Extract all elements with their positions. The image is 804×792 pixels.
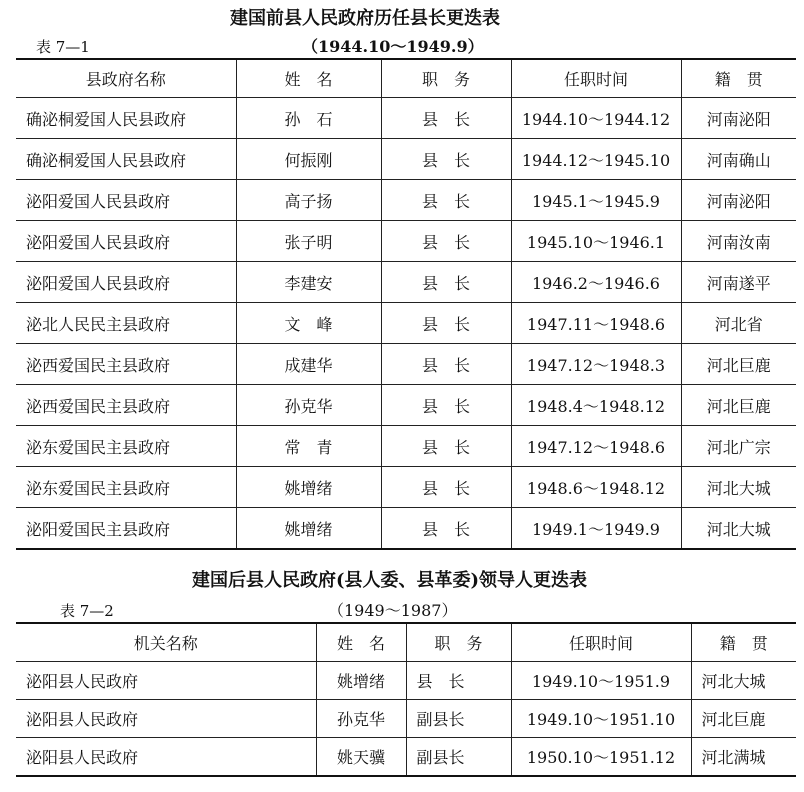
table-row: [16, 180, 796, 221]
table-cell: 1947.11～1948.6: [511, 303, 681, 344]
table-cell: 县 长: [381, 98, 511, 139]
table-cell: 县 长: [381, 221, 511, 262]
table1-label: 表 7—1: [36, 38, 90, 56]
table-cell: 河北省: [681, 303, 796, 344]
table-cell: 泌东爱国民主县政府: [16, 467, 236, 508]
table-cell: 孙 石: [236, 98, 381, 139]
table-cell: 泌阳爱国人民县政府: [16, 262, 236, 303]
table1: [16, 58, 796, 550]
table-cell: 1949.10～1951.10: [511, 700, 691, 738]
table-cell: 成建华: [236, 344, 381, 385]
table-cell: 孙克华: [236, 385, 381, 426]
table-cell: 何振刚: [236, 139, 381, 180]
table-cell: 河南遂平: [681, 262, 796, 303]
table2-subtitle: （1949～1987）: [328, 601, 458, 620]
table-cell: 1949.1～1949.9: [511, 508, 681, 550]
table1-title: 建国前县人民政府历任县长更迭表: [230, 8, 500, 29]
table-row: [16, 738, 796, 777]
table-cell: 县 长: [381, 344, 511, 385]
table-cell: 河北大城: [681, 467, 796, 508]
table-cell: 县 长: [381, 180, 511, 221]
table-cell: 泌西爱国民主县政府: [16, 344, 236, 385]
table-cell: 1947.12～1948.6: [511, 426, 681, 467]
table2-label: 表 7—2: [60, 602, 114, 620]
column-header: 籍 贯: [691, 623, 796, 662]
table-cell: 副县长: [406, 700, 511, 738]
table-cell: 泌东爱国民主县政府: [16, 426, 236, 467]
table-cell: 县 长: [381, 426, 511, 467]
table-cell: 文 峰: [236, 303, 381, 344]
table-cell: 泌阳爱国民主县政府: [16, 508, 236, 550]
table-row: [16, 344, 796, 385]
table-cell: 泌阳县人民政府: [16, 662, 316, 700]
table-cell: 泌西爱国民主县政府: [16, 385, 236, 426]
table-cell: 河北大城: [681, 508, 796, 550]
table-row: [16, 303, 796, 344]
table-row: [16, 662, 796, 700]
column-header: 任职时间: [511, 59, 681, 98]
table-cell: 1948.4～1948.12: [511, 385, 681, 426]
column-header: 职 务: [406, 623, 511, 662]
table-cell: 河北广宗: [681, 426, 796, 467]
table-row: [16, 262, 796, 303]
table-cell: 县 长: [381, 262, 511, 303]
table-row: [16, 700, 796, 738]
table-cell: 1948.6～1948.12: [511, 467, 681, 508]
table-cell: 泌阳爱国人民县政府: [16, 221, 236, 262]
table-cell: 确泌桐爱国人民县政府: [16, 139, 236, 180]
table-cell: 县 长: [381, 139, 511, 180]
table2-title: 建国后县人民政府(县人委、县革委)领导人更迭表: [192, 570, 588, 591]
table-cell: 河南泌阳: [681, 98, 796, 139]
table-cell: 河南确山: [681, 139, 796, 180]
table-cell: 泌阳爱国人民县政府: [16, 180, 236, 221]
table-cell: 姚天骥: [316, 738, 406, 777]
table-cell: 县 长: [381, 385, 511, 426]
table2: [16, 622, 796, 777]
column-header: 任职时间: [511, 623, 691, 662]
table-cell: 李建安: [236, 262, 381, 303]
table-cell: 河北满城: [691, 738, 796, 777]
table-cell: 1947.12～1948.3: [511, 344, 681, 385]
table-cell: 姚增绪: [236, 508, 381, 550]
table-cell: 1944.12～1945.10: [511, 139, 681, 180]
table-cell: 县 长: [381, 508, 511, 550]
table-cell: 县 长: [381, 467, 511, 508]
table-cell: 泌北人民民主县政府: [16, 303, 236, 344]
table-row: [16, 508, 796, 550]
table-row: [16, 467, 796, 508]
table-cell: 副县长: [406, 738, 511, 777]
table-cell: 河南泌阳: [681, 180, 796, 221]
table-cell: 河北巨鹿: [681, 344, 796, 385]
table-row: [16, 426, 796, 467]
table-cell: 姚增绪: [236, 467, 381, 508]
table1-header-row: [16, 59, 796, 98]
table2-header-row: [16, 623, 796, 662]
table-cell: 1945.1～1945.9: [511, 180, 681, 221]
table-cell: 姚增绪: [316, 662, 406, 700]
table-cell: 河北巨鹿: [681, 385, 796, 426]
table-cell: 1949.10～1951.9: [511, 662, 691, 700]
column-header: 姓 名: [236, 59, 381, 98]
table-cell: 泌阳县人民政府: [16, 700, 316, 738]
column-header: 籍 贯: [681, 59, 796, 98]
table-cell: 1946.2～1946.6: [511, 262, 681, 303]
table-row: [16, 98, 796, 139]
table-cell: 河南汝南: [681, 221, 796, 262]
table-cell: 泌阳县人民政府: [16, 738, 316, 777]
column-header: 职 务: [381, 59, 511, 98]
table-cell: 县 长: [406, 662, 511, 700]
table-cell: 1944.10～1944.12: [511, 98, 681, 139]
table-cell: 孙克华: [316, 700, 406, 738]
table-cell: 确泌桐爱国人民县政府: [16, 98, 236, 139]
table-cell: 高子扬: [236, 180, 381, 221]
table-row: [16, 139, 796, 180]
column-header: 姓 名: [316, 623, 406, 662]
table1-subtitle: （1944.10～1949.9）: [302, 37, 484, 56]
column-header: 县政府名称: [16, 59, 236, 98]
table-cell: 张子明: [236, 221, 381, 262]
column-header: 机关名称: [16, 623, 316, 662]
table-row: [16, 221, 796, 262]
table-cell: 县 长: [381, 303, 511, 344]
table-cell: 河北大城: [691, 662, 796, 700]
table-cell: 1950.10～1951.12: [511, 738, 691, 777]
table-row: [16, 385, 796, 426]
table-cell: 河北巨鹿: [691, 700, 796, 738]
table-cell: 1945.10～1946.1: [511, 221, 681, 262]
table-cell: 常 青: [236, 426, 381, 467]
